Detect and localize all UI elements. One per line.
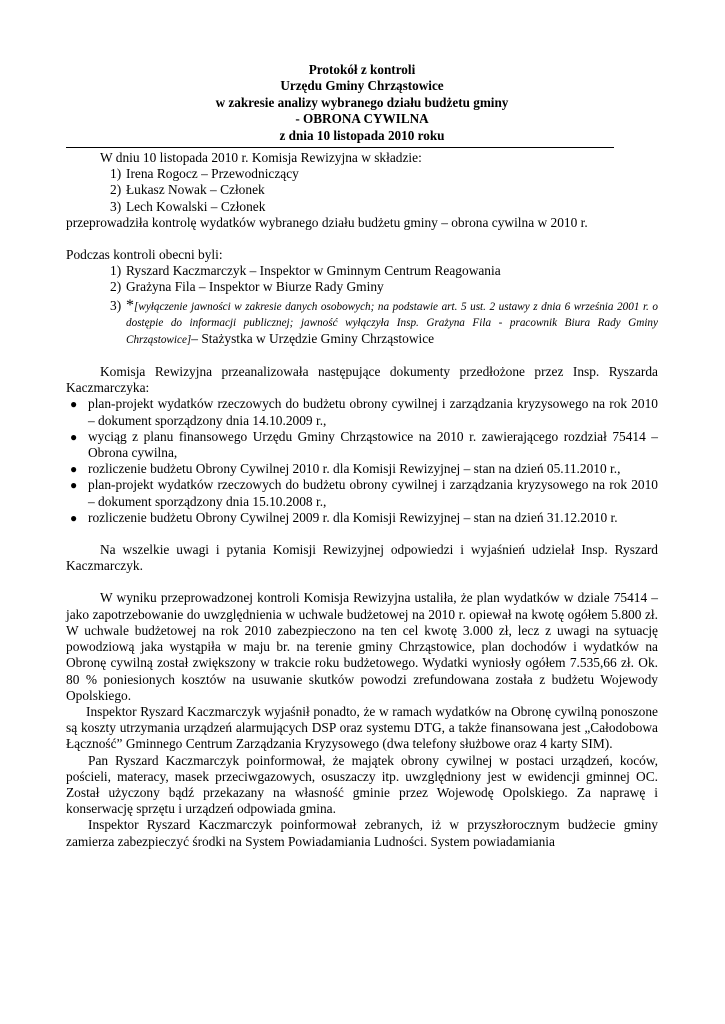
title-line-3: w zakresie analizy wybranego działu budżetu gminy — [215, 94, 509, 110]
list-item: ● plan-projekt wydatków rzeczowych do budżetu obrony cywilnej i zarządzania kryzysowego na rok 2010 – dokument sporządzony dnia 15.10.2008 r., — [70, 477, 658, 509]
asterisk-mark: * — [126, 296, 134, 314]
costs-paragraph: Inspektor Ryszard Kaczmarczyk wyjaśnił ponadto, że w ramach wydatków na Obronę cywilną ponoszone są koszty utrzymania urządzeń alarmujących DSP oraz systemu DTG, a także finansowana jest „Całodobowa Łączność” Gminnego Centrum Zarządzania Kryzysowego (dwa telefony służbowe oraz 4 karty SIM). — [66, 703, 658, 752]
list-item: ● rozliczenie budżetu Obrony Cywilnej 2009 r. dla Komisji Rewizyjnej – stan na dzień 31.12.2010 r. — [70, 509, 618, 525]
documents-list — [66, 396, 658, 526]
present-3-suffix: – Stażystka w Urzędzie Gminy Chrząstowice — [191, 331, 435, 347]
list-item: 3) Lech Kowalski – Członek — [110, 198, 266, 214]
explanations-paragraph: Na wszelkie uwagi i pytania Komisji Rewizyjnej odpowiedzi i wyjaśnień udzielał Insp. Ryszard Kaczmarczyk. — [66, 542, 658, 574]
present-list — [66, 263, 658, 348]
title-underline — [66, 147, 614, 148]
title-line-5: z dnia 10 listopada 2010 roku — [279, 127, 445, 143]
list-item: 1) Irena Rogocz – Przewodniczący — [110, 166, 299, 182]
document-page — [66, 62, 658, 850]
list-item: ● plan-projekt wydatków rzeczowych do budżetu obrony cywilnej i zarządzania kryzysowego na rok 2010 – dokument sporządzony dnia 14.10.2009 r., — [70, 396, 658, 428]
documents-intro: Komisja Rewizyjna przeanalizowała następujące dokumenty przedłożone przez Insp. Ryszarda Kaczmarczyka: — [66, 364, 658, 396]
committee-list — [66, 166, 658, 215]
bullet-icon: ● — [70, 510, 78, 525]
bullet-icon: ● — [70, 429, 78, 444]
document-title — [66, 62, 658, 144]
title-line-4: - OBRONA CYWILNA — [295, 111, 429, 127]
list-item: 2) Grażyna Fila – Inspektor w Biurze Rady Gminy — [110, 279, 384, 295]
title-line-1: Protokół z kontroli — [308, 62, 416, 77]
present-intro: Podczas kontroli obecni byli: — [66, 247, 223, 263]
findings-paragraph: W wyniku przeprowadzonej kontroli Komisja Rewizyjna ustaliła, że plan wydatków w dziale 75414 – jako zapotrzebowanie do uwzględnienia w uchwale budżetowej na 2010 r. opiewał na kwotę ogółem 5.800 zł. W uchwale budżetowej na rok 2010 zabezpieczono na ten cel kwotę 3.000 zł, lecz z uwagi na sytuację powodziową jaka wystąpiła w maju br. na terenie gminy Chrząstowice, plan dochodów i wydatków na Obronę cywilną został zwiększony w trakcie roku budżetowego. Wydatki wyniosły ogółem 7.535,66 zł. Ok. 80 % poniesionych kosztów na usuwanie skutków powodzi zrefundowana została z budżetu Wojewody Opolskiego. — [66, 590, 658, 703]
control-sentence: przeprowadziła kontrolę wydatków wybranego działu budżetu gminy – obrona cywilna w 2010 r. — [66, 214, 588, 230]
list-item: ● rozliczenie budżetu Obrony Cywilnej 2010 r. dla Komisji Rewizyjnej – stan na dzień 05.11.2010 r., — [70, 461, 621, 477]
future-paragraph: Inspektor Ryszard Kaczmarczyk poinformował zebranych, iż w przyszłorocznym budżecie gminy zamierza zabezpieczyć środki na System Powiadamiania Ludności. System powiadamiania — [66, 817, 658, 849]
intro-paragraph: W dniu 10 listopada 2010 r. Komisja Rewizyjna w składzie: — [100, 150, 422, 166]
list-item: ● wyciąg z planu finansowego Urzędu Gminy Chrząstowice na 2010 r. zawierającego rozdział 75414 – Obrona cywilna, — [70, 428, 658, 461]
redaction-note: [wyłączenie jawności w zakresie danych osobowych; na podstawie art. 5 ust. 2 ustawy z dnia 6 września 2001 r. o dostępie do informacji publicznej; jawność wyłączyła Insp. Grażyna Fila - pracownik Biura Rady Gminy Chrząstowice] — [126, 300, 658, 347]
bullet-icon: ● — [70, 397, 78, 412]
list-item: 3) *[wyłączenie jawności w zakresie danych osobowych; na podstawie art. 5 ust. 2 ustawy z dnia 6 września 2001 r. o dostępie do informacji publicznej; jawność wyłączyła Insp. Grażyna Fila - pracownik Biura Rady Gminy Chrząstowice]– Stażystka w Urzędzie Gminy Chrząstowice — [110, 296, 658, 347]
title-line-2: Urzędu Gminy Chrząstowice — [280, 78, 444, 94]
bullet-icon: ● — [70, 478, 78, 493]
bullet-icon: ● — [70, 462, 78, 477]
list-item: 2) Łukasz Nowak – Członek — [110, 182, 265, 198]
list-item: 1) Ryszard Kaczmarczyk – Inspektor w Gminnym Centrum Reagowania — [110, 263, 501, 279]
assets-paragraph: Pan Ryszard Kaczmarczyk poinformował, że majątek obrony cywilnej w postaci urządzeń, koców, pościeli, materacy, masek przeciwgazowych, osuszaczy itp. uwzględniony jest w ewidencji gminnej OC. Został użyczony bądź przekazany na własność gminie przez Wojewodę Opolskiego. Za naprawę i konserwację sprzętu i urządzeń odpowiada gmina. — [66, 752, 658, 817]
